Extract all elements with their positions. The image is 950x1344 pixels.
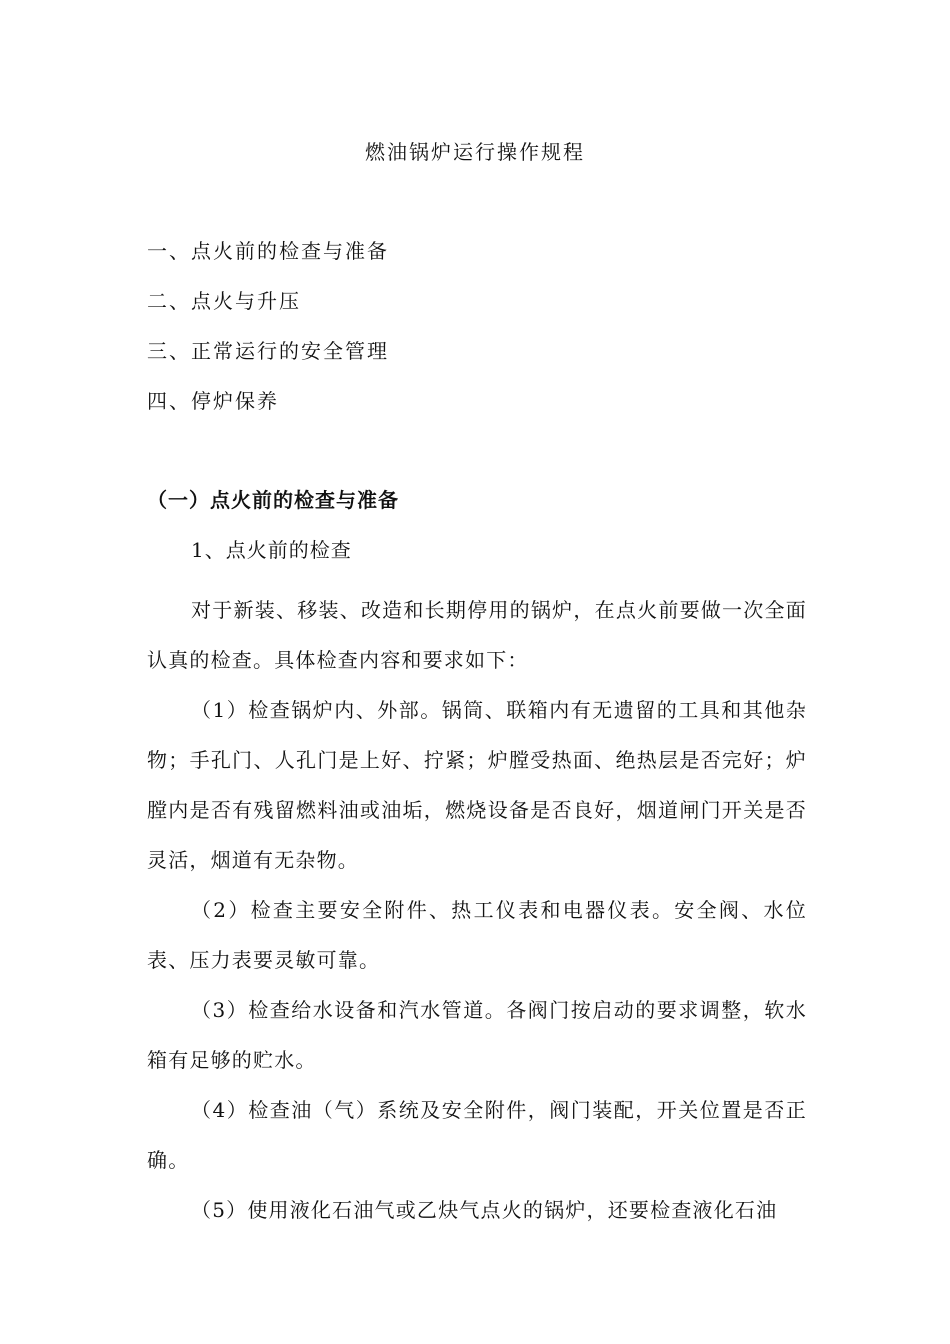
table-of-contents xyxy=(147,236,807,436)
section-body xyxy=(147,535,807,1235)
section-heading: （一）点火前的检查与准备 xyxy=(147,488,399,512)
paragraph-item-2: （2）检查主要安全附件、热工仪表和电器仪表。安全阀、水位表、压力表要灵敏可靠。 xyxy=(147,898,807,972)
subheading: 1、点火前的检查 xyxy=(191,538,352,562)
toc-item-1: 一、点火前的检查与准备 xyxy=(147,239,389,263)
paragraph-item-5: （5）使用液化石油气或乙炔气点火的锅炉，还要检查液化石油 xyxy=(191,1198,778,1222)
toc-item-3: 三、正常运行的安全管理 xyxy=(147,339,389,363)
paragraph-item-4: （4）检查油（气）系统及安全附件，阀门装配，开关位置是否正确。 xyxy=(147,1098,807,1172)
paragraph-item-3: （3）检查给水设备和汽水管道。各阀门按启动的要求调整，软水箱有足够的贮水。 xyxy=(147,998,807,1072)
toc-item-4: 四、停炉保养 xyxy=(147,389,279,413)
paragraph-intro: 对于新装、移装、改造和长期停用的锅炉，在点火前要做一次全面认真的检查。具体检查内容和要求如下： xyxy=(147,598,807,672)
toc-item-2: 二、点火与升压 xyxy=(147,289,301,313)
paragraph-item-1: （1）检查锅炉内、外部。锅筒、联箱内有无遗留的工具和其他杂物；手孔门、人孔门是上好、拧紧；炉膛受热面、绝热层是否完好；炉膛内是否有残留燃料油或油垢，燃烧设备是否良好，烟道闸门开关是否灵活，烟道有无杂物。 xyxy=(147,698,807,872)
document-title: 燃油锅炉运行操作规程 xyxy=(365,140,585,164)
